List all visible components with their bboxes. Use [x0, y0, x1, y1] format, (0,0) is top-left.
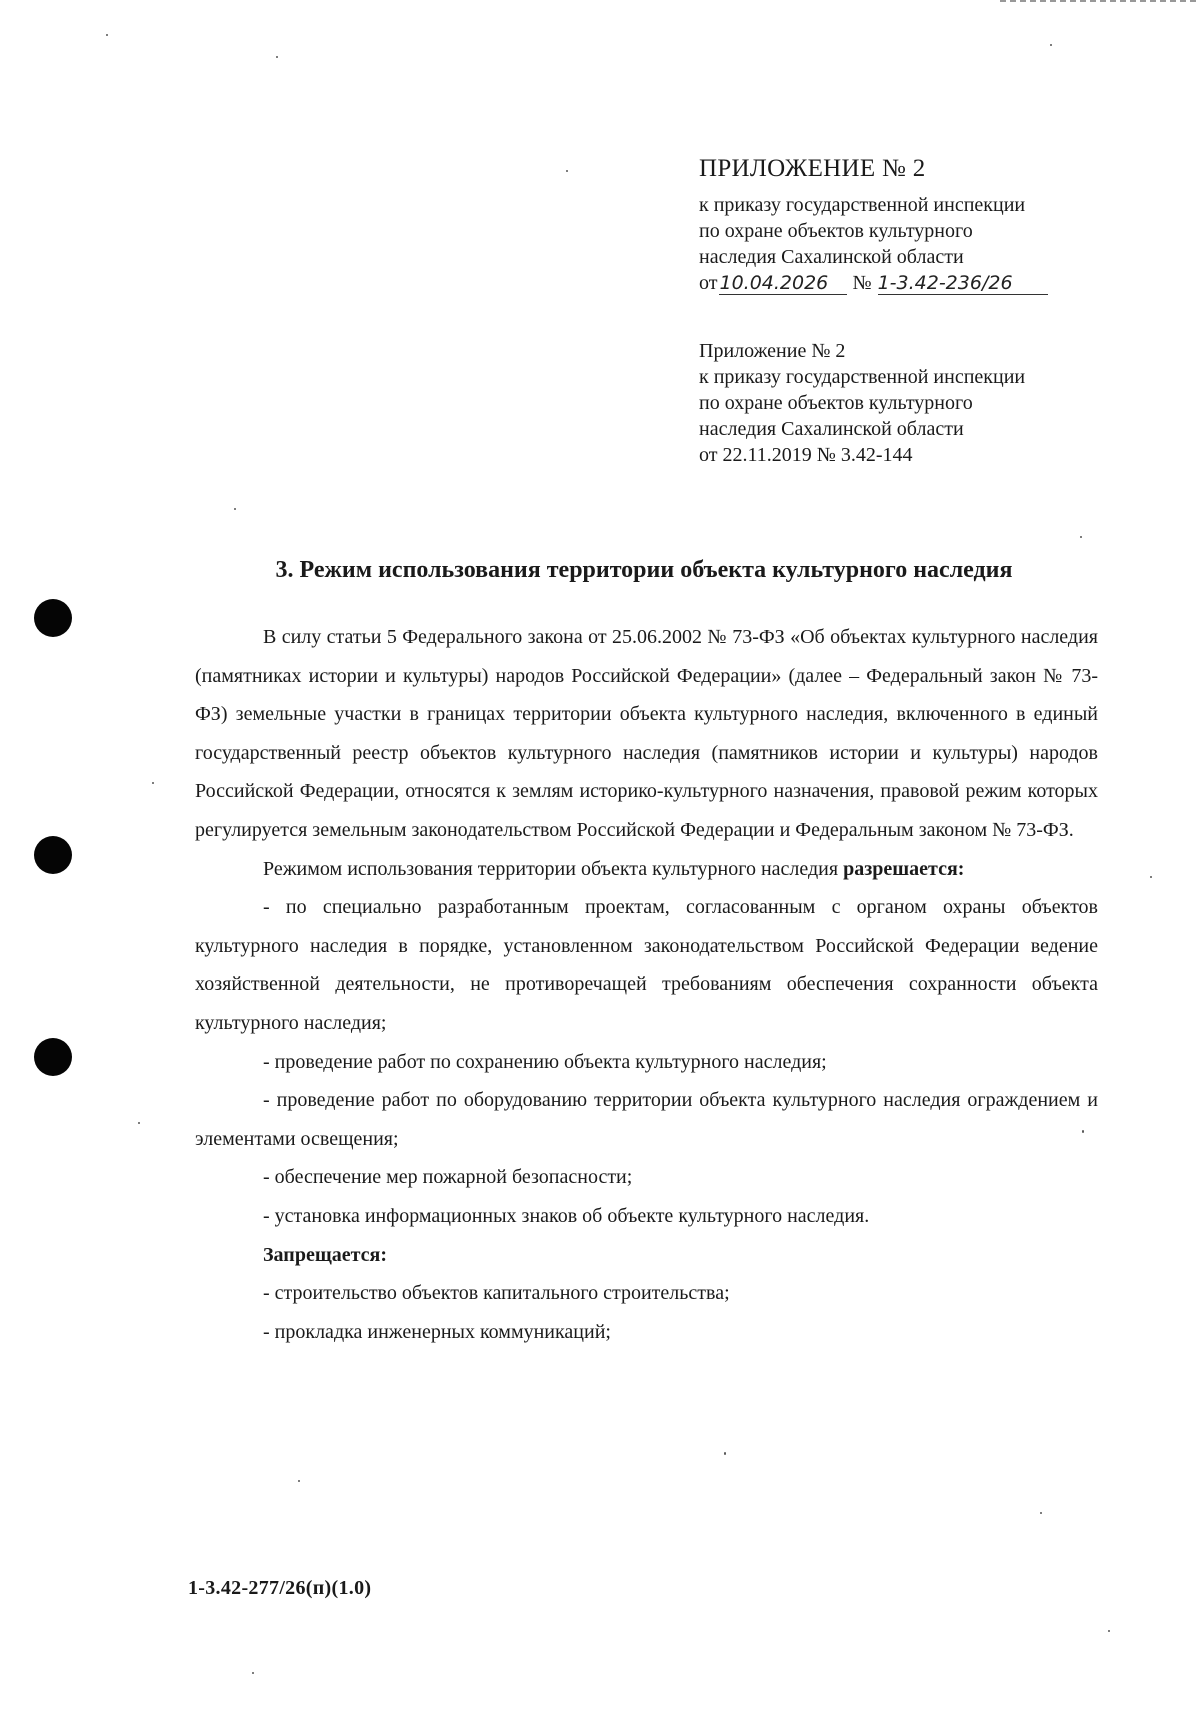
section-heading: 3. Режим использования территории объекта культурного наследия [275, 557, 1013, 583]
list-item: - по специально разработанным проектам, согласованным с органом охраны объектов культурного наследия в порядке, установленном законодательством Российской Федерации ведение хозяйственной деятельности, не противоречащей требованиям обеспечения сохранности объекта культурного наследия; [195, 896, 1098, 1034]
number-prefix: № [852, 272, 872, 294]
scan-speck [234, 508, 236, 510]
list-item: - обеспечение мер пожарной безопасности; [263, 1166, 633, 1189]
allowed-keyword: разрешается: [843, 857, 965, 880]
list-item: - строительство объектов капитального строительства; [263, 1282, 730, 1305]
scan-speck [1082, 1130, 1084, 1133]
appendix-line: к приказу государственной инспекции [699, 194, 1026, 216]
scan-speck [298, 1480, 300, 1482]
scan-speck [138, 1122, 140, 1124]
handwritten-date: 10.04.2026 [719, 272, 847, 295]
body-text [195, 618, 1098, 1351]
scan-speck [1050, 44, 1052, 46]
handwritten-number: 1-3.42-236/26 [878, 272, 1048, 295]
appendix-title-old: Приложение № 2 [699, 340, 846, 362]
appendix-line: по охране объектов культурного [699, 392, 973, 414]
appendix-line: к приказу государственной инспекции [699, 366, 1026, 388]
appendix-title: ПРИЛОЖЕНИЕ № 2 [699, 155, 926, 182]
scan-speck [152, 782, 154, 784]
appendix-date-line [699, 270, 1119, 296]
list-item: - установка информационных знаков об объекте культурного наследия. [263, 1204, 870, 1227]
scan-speck [724, 1452, 726, 1455]
list-item: - прокладка инженерных коммуникаций; [263, 1320, 611, 1343]
appendix-line: наследия Сахалинской области [699, 418, 964, 440]
list-item: - проведение работ по сохранению объекта культурного наследия; [263, 1050, 827, 1073]
allowed-intro-paragraph [195, 850, 1098, 889]
scan-speck [1080, 536, 1082, 538]
appendix-line: наследия Сахалинской области [699, 246, 964, 268]
punch-hole [34, 599, 72, 637]
forbidden-keyword: Запрещается: [263, 1243, 388, 1266]
punch-hole [34, 1038, 72, 1076]
scan-speck [1108, 1630, 1110, 1632]
scan-speck [566, 170, 568, 172]
punch-hole [34, 836, 72, 874]
paragraph: В силу статьи 5 Федерального закона от 25.06.2002 № 73-ФЗ «Об объектах культурного наследия (памятниках истории и культуры) народов Российской Федерации» (далее – Федеральный закон № 73-ФЗ) земельные участки в границах территории объекта культурного наследия, включенного в единый государственный реестр объектов культурного наследия (памятников истории и культуры) народов Российской Федерации, относятся к землям историко-культурного назначения, правовой режим которых регулируется земельным законодательством Российской Федерации и Федеральным законом № 73-ФЗ. [195, 626, 1098, 841]
scan-speck [252, 1672, 254, 1674]
appendix-header-new [699, 152, 1119, 296]
scan-edge-mark [1000, 0, 1200, 2]
appendix-line: от 22.11.2019 № 3.42-144 [699, 444, 913, 466]
list-item: - проведение работ по оборудованию территории объекта культурного наследия ограждением и элементами освещения; [195, 1089, 1098, 1150]
appendix-line: по охране объектов культурного [699, 220, 973, 242]
scan-speck [1040, 1512, 1042, 1514]
appendix-header-old [699, 338, 1119, 468]
scan-speck [106, 34, 108, 36]
allowed-intro-text: Режимом использования территории объекта культурного наследия [263, 857, 844, 880]
scan-speck [1150, 876, 1152, 878]
document-code: 1-3.42-277/26(п)(1.0) [188, 1577, 372, 1599]
scan-speck [276, 56, 278, 58]
date-prefix: от [699, 272, 718, 294]
